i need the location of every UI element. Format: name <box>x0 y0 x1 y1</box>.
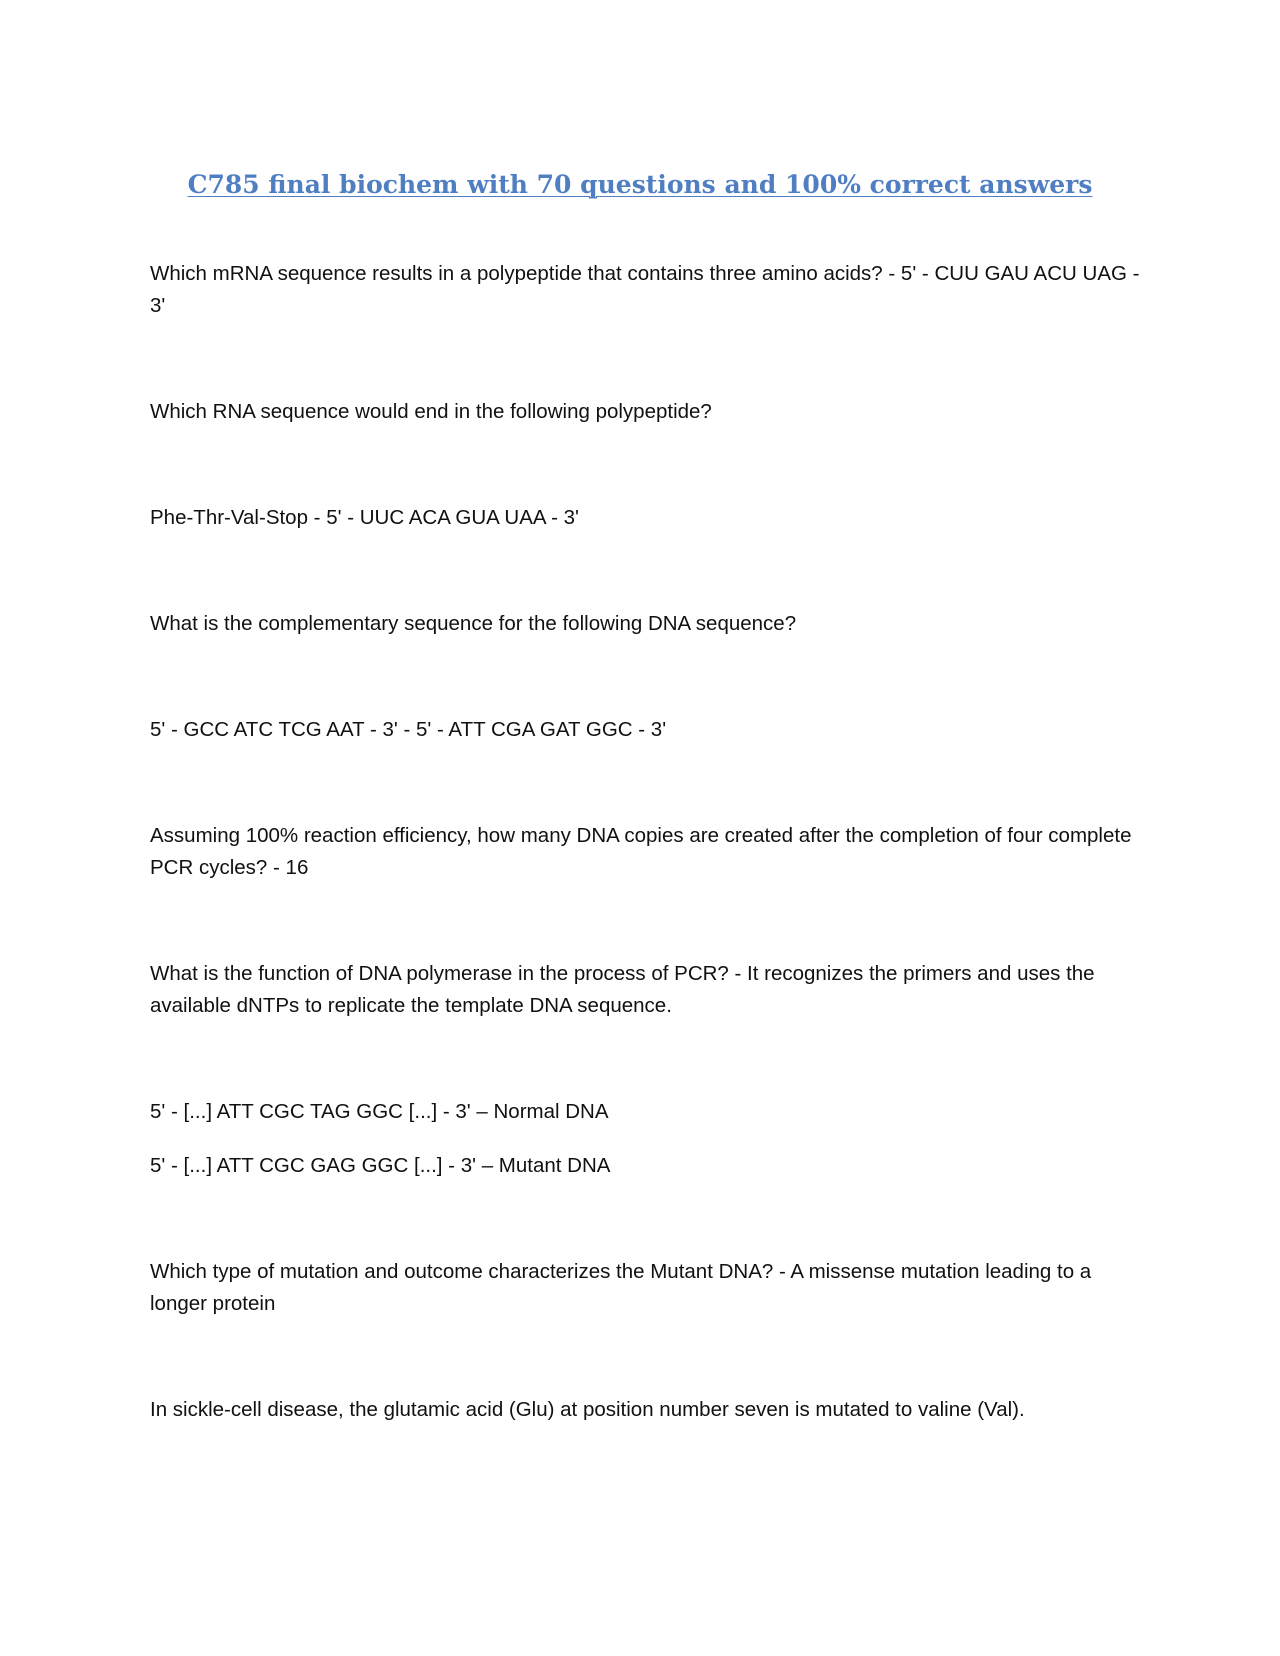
question-mutation-type: Which type of mutation and outcome characterizes the Mutant DNA? - A missense mutation leading to a longer protein <box>150 1260 1092 1315</box>
question-complementary-sequence: What is the complementary sequence for the following DNA sequence? <box>150 612 797 635</box>
question-rna-sequence-polypeptide: Which RNA sequence would end in the following polypeptide? <box>150 400 712 423</box>
normal-dna-sequence: 5' - [...] ATT CGC TAG GGC [...] - 3' – Normal DNA <box>150 1100 609 1123</box>
sickle-cell-statement: In sickle-cell disease, the glutamic acid (Glu) at position number seven is mutated to valine (Val). <box>150 1398 1025 1421</box>
document-title: C785 final biochem with 70 questions and 100% correct answers <box>187 170 1093 199</box>
answer-phe-thr-val-stop: Phe-Thr-Val-Stop - 5' - UUC ACA GUA UAA - 3' <box>150 506 579 529</box>
question-pcr-copies: Assuming 100% reaction efficiency, how many DNA copies are created after the completion of four complete PCR cycles? - 16 <box>150 824 1132 879</box>
answer-complementary-sequence: 5' - GCC ATC TCG AAT - 3' - 5' - ATT CGA GAT GGC - 3' <box>150 718 667 741</box>
question-dna-polymerase-function: What is the function of DNA polymerase in the process of PCR? - It recognizes the primers and uses the available dNTPs to replicate the template DNA sequence. <box>150 962 1095 1017</box>
mutant-dna-sequence: 5' - [...] ATT CGC GAG GGC [...] - 3' – Mutant DNA <box>150 1154 611 1177</box>
question-mrna-three-amino-acids: Which mRNA sequence results in a polypeptide that contains three amino acids? - 5' - CUU GAU ACU UAG - 3' <box>150 262 1140 317</box>
